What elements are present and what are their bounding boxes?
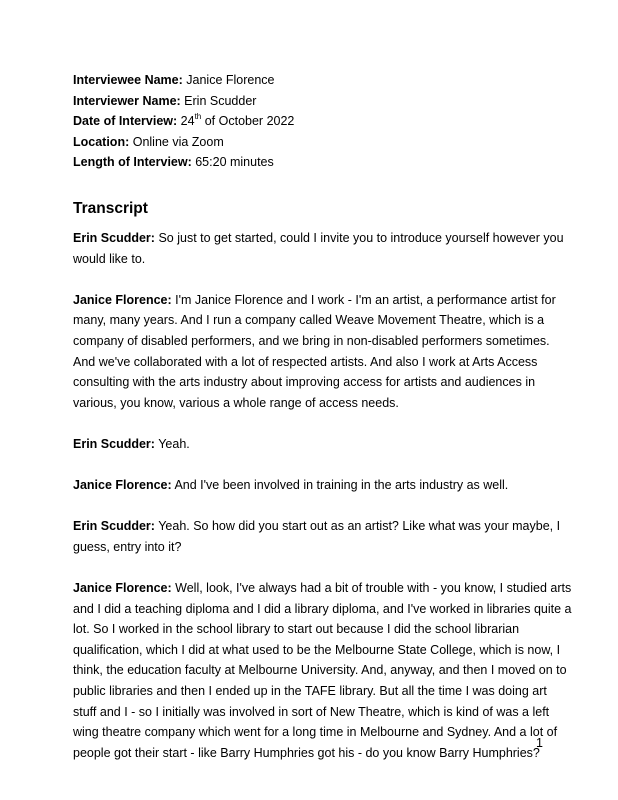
- transcript-body: [73, 228, 573, 784]
- interview-metadata: [73, 70, 573, 173]
- transcript-paragraph: Erin Scudder: So just to get started, could I invite you to introduce yourself however you would like to.: [73, 231, 564, 266]
- transcript-paragraph: Janice Florence: And I've been involved in training in the arts industry as well.: [73, 478, 509, 493]
- transcript-paragraph: Erin Scudder: Yeah.: [73, 436, 190, 451]
- length-of-interview-line: Length of Interview: 65:20 minutes: [73, 155, 274, 170]
- interviewee-name-line: Interviewee Name: Janice Florence: [73, 73, 275, 87]
- page-number: 1: [536, 736, 543, 750]
- date-of-interview-line: Date of Interview: 24th of October 2022: [73, 112, 295, 129]
- transcript-paragraph: Janice Florence: I'm Janice Florence and I work - I'm an artist, a performance artist for many, many years. And I run a company called Weave Movement Theatre, which is a company of disabled performers, and we bring in non-disabled performers sometimes. And we've collaborated with a lot of respected artists. And also I work at Arts Access consulting with the arts industry about improving access for artists and audiences in various, you know, various a whole range of access needs.: [73, 292, 556, 410]
- transcript-heading: Transcript: [73, 200, 148, 217]
- transcript-paragraph: Erin Scudder: Yeah. So how did you start out as an artist? Like what was your maybe, I guess, entry into it?: [73, 519, 561, 554]
- transcript-paragraph: Janice Florence: Well, look, I've always had a bit of trouble with - you know, I studied arts and I did a teaching diploma and I did a library diploma, and I've worked in libraries quite a lot. So I worked in the school library to start out because I did the school librarian qualification, which I did at what used to be the Melbourne State College, which is now, I think, the education faculty at Melbourne University. And, anyway, and then I moved on to public libraries and then I ended up in the TAFE library. But all the time I was doing art stuff and I - so I initially was involved in sort of New Theatre, which is kind of was a left wing theatre company which went for a long time in Melbourne and Sydney. And a lot of people got their start - like Barry Humphries got his - do you know Barry Humphries?: [73, 581, 572, 760]
- interviewer-name-line: Interviewer Name: Erin Scudder: [73, 93, 257, 108]
- location-line: Location: Online via Zoom: [73, 134, 224, 149]
